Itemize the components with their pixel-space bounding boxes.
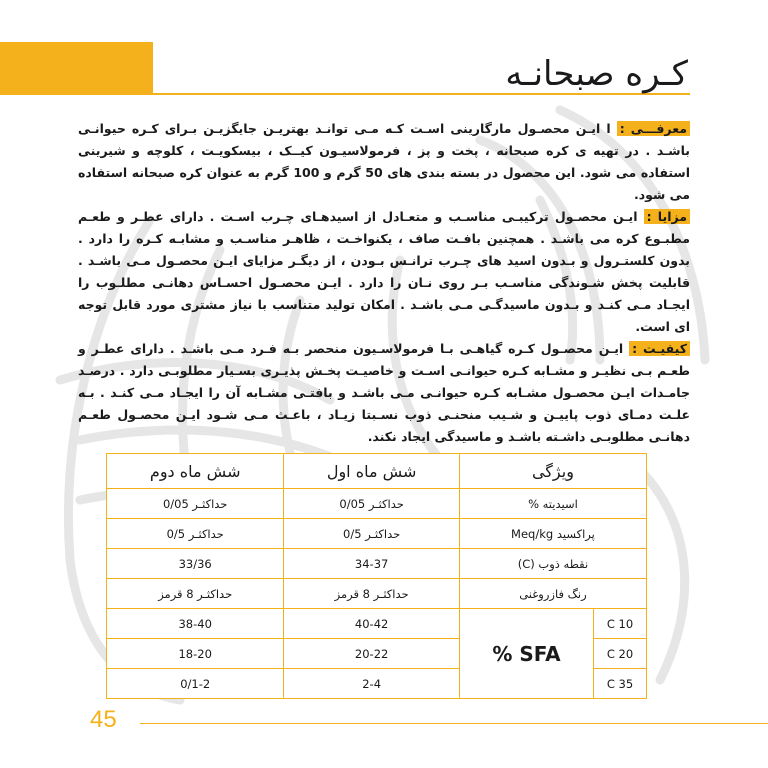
intro-text: ا ایـن محصـول مارگارینی اسـت کـه مـی توانـد بهتریـن جایگزیـن بـرای کـره حیوانـی باشـد . در تهیه ی کره صبحانه ، پخت و پز ، فرمولاسیـون کیــک ، بیسکویـت ، کلوچه و شیرینی استفاده می شود. این محصول در بسته بندی های 50 گرم و 100 گرم به عنوان کره صبحانه استفاده می شود.	[78, 121, 690, 202]
table-cell: حداکثـر 8 قرمز	[284, 579, 460, 609]
table-cell: 40-42	[284, 609, 460, 639]
table-cell: 38-40	[107, 609, 284, 639]
table-cell: 20 C	[594, 639, 647, 669]
table-row	[107, 609, 647, 639]
table-row	[107, 549, 647, 579]
quality-text: ایـن محصـول کـره گیاهـی بـا فرمولاسـیون منحصر بـه فـرد مـی باشـد . دارای عطـر و طعـم بـی نظیـر و مشـابه کـره حیوانـی اسـت و خاصیـت پخـش پذیـری بسـیار مطلوبـی دارد . درصـد جامـدات ایـن محصـول مشـابه کـره حیوانـی مـی باشـد و بافتـی مشـابه آن را ایجـاد مـی کنـد . بـه علـت دمـای ذوب پاییـن و شـیب منحنـی ذوب نسـبتا زیـاد ، باعـث مـی شـود ایـن محصـول طعـم دهانـی مطلوبـی داشـته باشـد و ماسیدگی ایجاد نکند.	[78, 341, 690, 444]
table-cell: 10 C	[594, 609, 647, 639]
table-header-first-six-months: شش ماه اول	[284, 454, 460, 489]
header-accent-bar	[0, 42, 153, 94]
page-title: کـره صبحانـه	[505, 54, 688, 94]
sfa-label: % SFA	[459, 609, 593, 699]
table-cell: 0/1-2	[107, 669, 284, 699]
benefits-text: ایـن محصـول ترکیبـی مناسـب و متعـادل از اسیدهـای چـرب اسـت . دارای عطـر و طعـم مطبـوع کره می باشـد . همچنین بافـت صاف ، یکنواخـت ، ظاهـر مناسـب و مشابـه کـره را دارد . بدون کلستـرول و بـدون اسید های چـرب ترانـس بـودن ، از دیگـر مزایای ایـن محصـول مـی باشـد . قابلیت پخش شـوندگی مناسـب بـر روی نـان را دارد . ایـن محصـول احسـاس دهانـی مطلـوب را ایجـاد مـی کنـد و بـدون ماسیدگـی مـی باشـد . امکان تولید متناسب با نیاز مشتری مورد قابل توجه ای است.	[78, 209, 690, 334]
page-number: 45	[90, 706, 117, 733]
table-cell: 35 C	[594, 669, 647, 699]
spec-table	[106, 453, 647, 699]
table-cell: حداکثـر 8 قرمز	[107, 579, 284, 609]
table-row	[107, 489, 647, 519]
table-cell: حداکثـر 0/05	[284, 489, 460, 519]
table-cell: اسیدیته %	[459, 489, 646, 519]
benefits-paragraph	[78, 206, 690, 338]
intro-label: معرفـــی :	[617, 121, 690, 136]
table-cell: پراکسید Meq/kg	[459, 519, 646, 549]
quality-paragraph	[78, 338, 690, 448]
body-text	[78, 118, 690, 448]
table-cell: نقطه ذوب (C)	[459, 549, 646, 579]
table-cell: رنگ فازروغنی	[459, 579, 646, 609]
table-row	[107, 579, 647, 609]
table-header-second-six-months: شش ماه دوم	[107, 454, 284, 489]
table-header-feature: ویژگی	[459, 454, 646, 489]
footer-line	[140, 723, 768, 724]
intro-paragraph	[78, 118, 690, 206]
table-header-row	[107, 454, 647, 489]
table-cell: 34-37	[284, 549, 460, 579]
benefits-label: مزایا :	[644, 209, 690, 224]
table-cell: 2-4	[284, 669, 460, 699]
table-cell: حداکثـر 0/5	[107, 519, 284, 549]
table-cell: حداکثـر 0/5	[284, 519, 460, 549]
table-cell: 33/36	[107, 549, 284, 579]
table-cell: حداکثـر 0/05	[107, 489, 284, 519]
table-cell: 20-22	[284, 639, 460, 669]
table-cell: 18-20	[107, 639, 284, 669]
quality-label: کیفیـت :	[629, 341, 690, 356]
table-row	[107, 519, 647, 549]
